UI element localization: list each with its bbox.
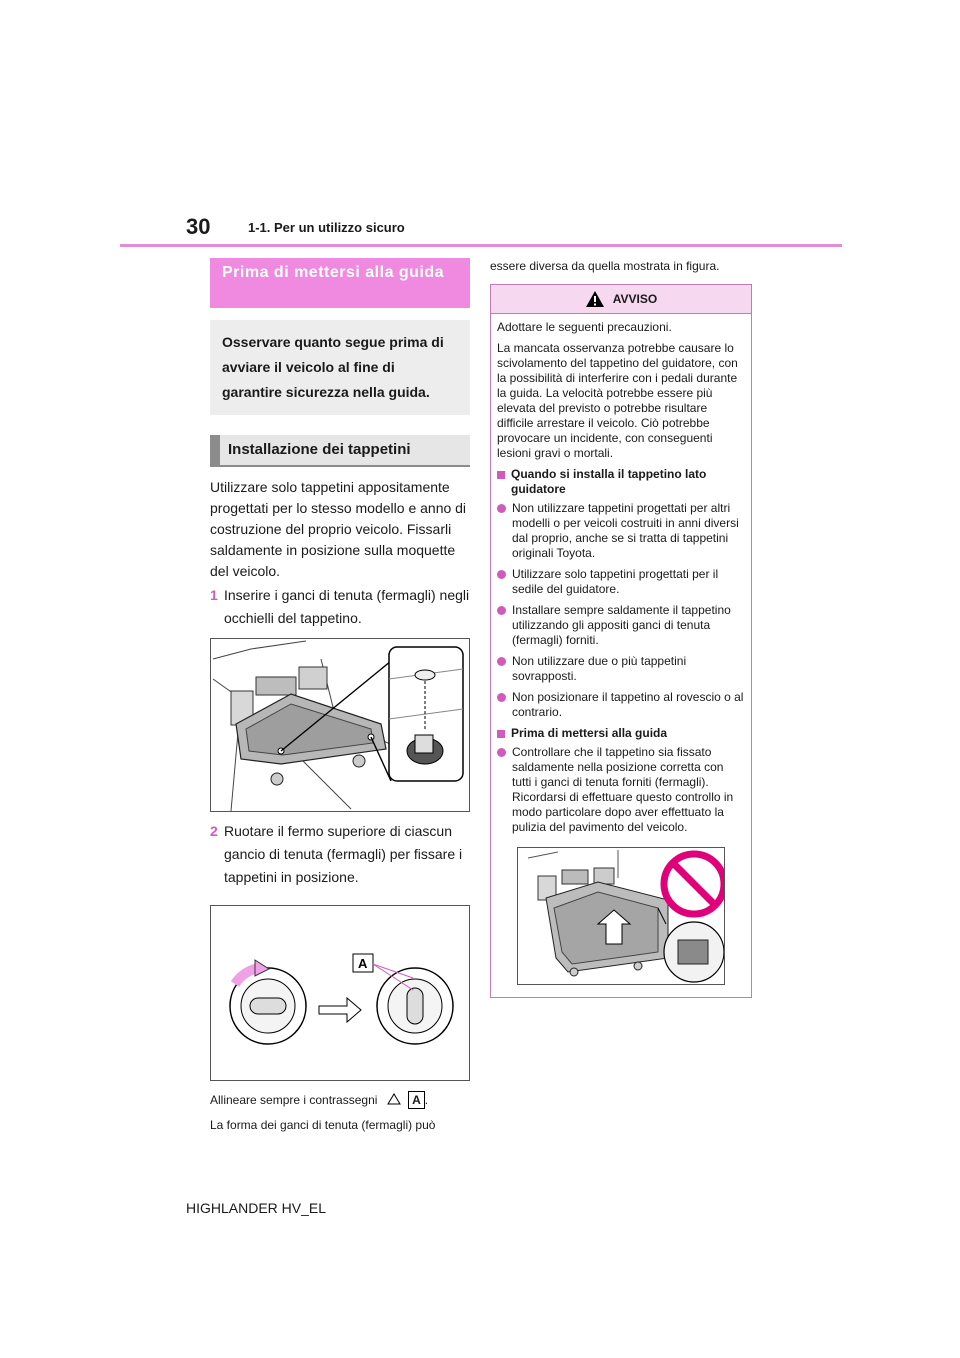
- warning-description: La mancata osservanza potrebbe causare lo scivolamento del tappetino del guidatore, con la possibilità di interferire con i pedali durante la guida. La velocità potrebbe essere più elevata del previsto o potrebbe risultare difficile arrestare il veicolo. Ciò potrebbe provocare un incidente, con conseguenti lesioni gravi o mortali.: [497, 341, 738, 460]
- step-number: 1: [210, 587, 218, 603]
- list-item-text: Installare sempre saldamente il tappetino utilizzando gli appositi ganci di tenuta (fermagli) forniti.: [512, 603, 731, 647]
- step-1: [210, 584, 470, 630]
- warning-section-2: [497, 726, 745, 741]
- warning-section-1: [497, 467, 745, 497]
- caption-end: .: [424, 1093, 429, 1107]
- list-item: [497, 501, 745, 561]
- continuation-text: essere diversa da quella mostrata in figura.: [490, 259, 720, 273]
- figure-rotate-hook: [210, 905, 470, 1081]
- list-item: [497, 690, 745, 720]
- circle-bullet-icon: [497, 693, 506, 702]
- body-paragraph: Utilizzare solo tappetini appositamente progettati per lo stesso modello e anno di costruzione del proprio veicolo. Fissarli saldamente in posizione sulla moquette del veicolo.: [210, 479, 467, 579]
- list-item-text: Non posizionare il tappetino al rovescio o al contrario.: [512, 690, 744, 719]
- header-rule: [120, 244, 842, 247]
- warning-section-title: Prima di mettersi alla guida: [511, 726, 668, 740]
- heading-installazione: Installazione dei tappetini: [210, 435, 470, 467]
- warning-title: AVVISO: [612, 292, 658, 306]
- list-item: [497, 654, 745, 684]
- circle-bullet-icon: [497, 504, 506, 513]
- hook-rotation-illustration: [211, 906, 469, 1080]
- list-item-text: Non utilizzare due o più tappetini sovrapposti.: [512, 654, 687, 683]
- step-text: Inserire i ganci di tenuta (fermagli) negli occhielli del tappetino.: [224, 587, 470, 626]
- left-column: [210, 258, 470, 1133]
- list-item-text: Non utilizzare tappetini progettati per altri modelli o per veicoli costruiti in anni diversi dal proprio, anche se si tratta di tappetini originali Toyota.: [512, 501, 739, 560]
- triangle-mark-icon: [387, 1093, 401, 1105]
- step-number: 2: [210, 823, 218, 839]
- intro-box: Osservare quanto segue prima di avviare il veicolo al fine di garantire sicurezza nella guida.: [210, 320, 470, 415]
- section-title: 1-1. Per un utilizzo sicuro: [248, 220, 405, 235]
- stacked-mats-illustration: [518, 848, 724, 984]
- page-number: 30: [186, 214, 211, 239]
- warning-section-title: Quando si installa il tappetino lato guidatore: [511, 467, 707, 496]
- step-text: Ruotare il fermo superiore di ciascun gancio di tenuta (fermagli) per fissare i tappetini in posizione.: [224, 823, 463, 885]
- circle-bullet-icon: [497, 606, 506, 615]
- right-column: [490, 258, 752, 998]
- circle-bullet-icon: [497, 748, 506, 757]
- warning-body: [491, 314, 751, 997]
- list-item-text: Utilizzare solo tappetini progettati per il sedile del guidatore.: [512, 567, 719, 596]
- warning-intro: Adottare le seguenti precauzioni.: [497, 320, 672, 334]
- warning-header: [491, 285, 751, 314]
- footer-model: HIGHLANDER HV_EL: [186, 1200, 327, 1216]
- warning-box: [490, 284, 752, 998]
- square-bullet-icon: [497, 471, 505, 479]
- figure-floor-mat-hooks: [210, 638, 470, 812]
- list-item-text: Controllare che il tappetino sia fissato saldamente nella posizione corretta con tutti i ganci di tenuta forniti (fermagli). Ricordarsi di effettuare questo controllo in modo particolare dopo aver effettuato la pulizia del pavimento del veicolo.: [512, 745, 734, 834]
- list-item: [497, 603, 745, 648]
- caption-shape: La forma dei ganci di tenuta (fermagli) può: [210, 1118, 436, 1132]
- list-item: [497, 745, 745, 835]
- circle-bullet-icon: [497, 657, 506, 666]
- step-2: [210, 820, 470, 889]
- square-bullet-icon: [497, 730, 505, 738]
- heading-prima-di-mettersi: Prima di mettersi alla guida: [210, 258, 470, 308]
- floor-mat-illustration: [211, 639, 469, 811]
- caption-align: [210, 1091, 470, 1109]
- warning-triangle-icon: [585, 290, 605, 308]
- caption-align-text: Allineare sempre i contrassegni: [210, 1093, 378, 1107]
- marker-label: A: [358, 956, 368, 971]
- marker-box: A: [408, 1091, 425, 1109]
- figure-prohibited-mats: [517, 847, 725, 985]
- list-item: [497, 567, 745, 597]
- circle-bullet-icon: [497, 570, 506, 579]
